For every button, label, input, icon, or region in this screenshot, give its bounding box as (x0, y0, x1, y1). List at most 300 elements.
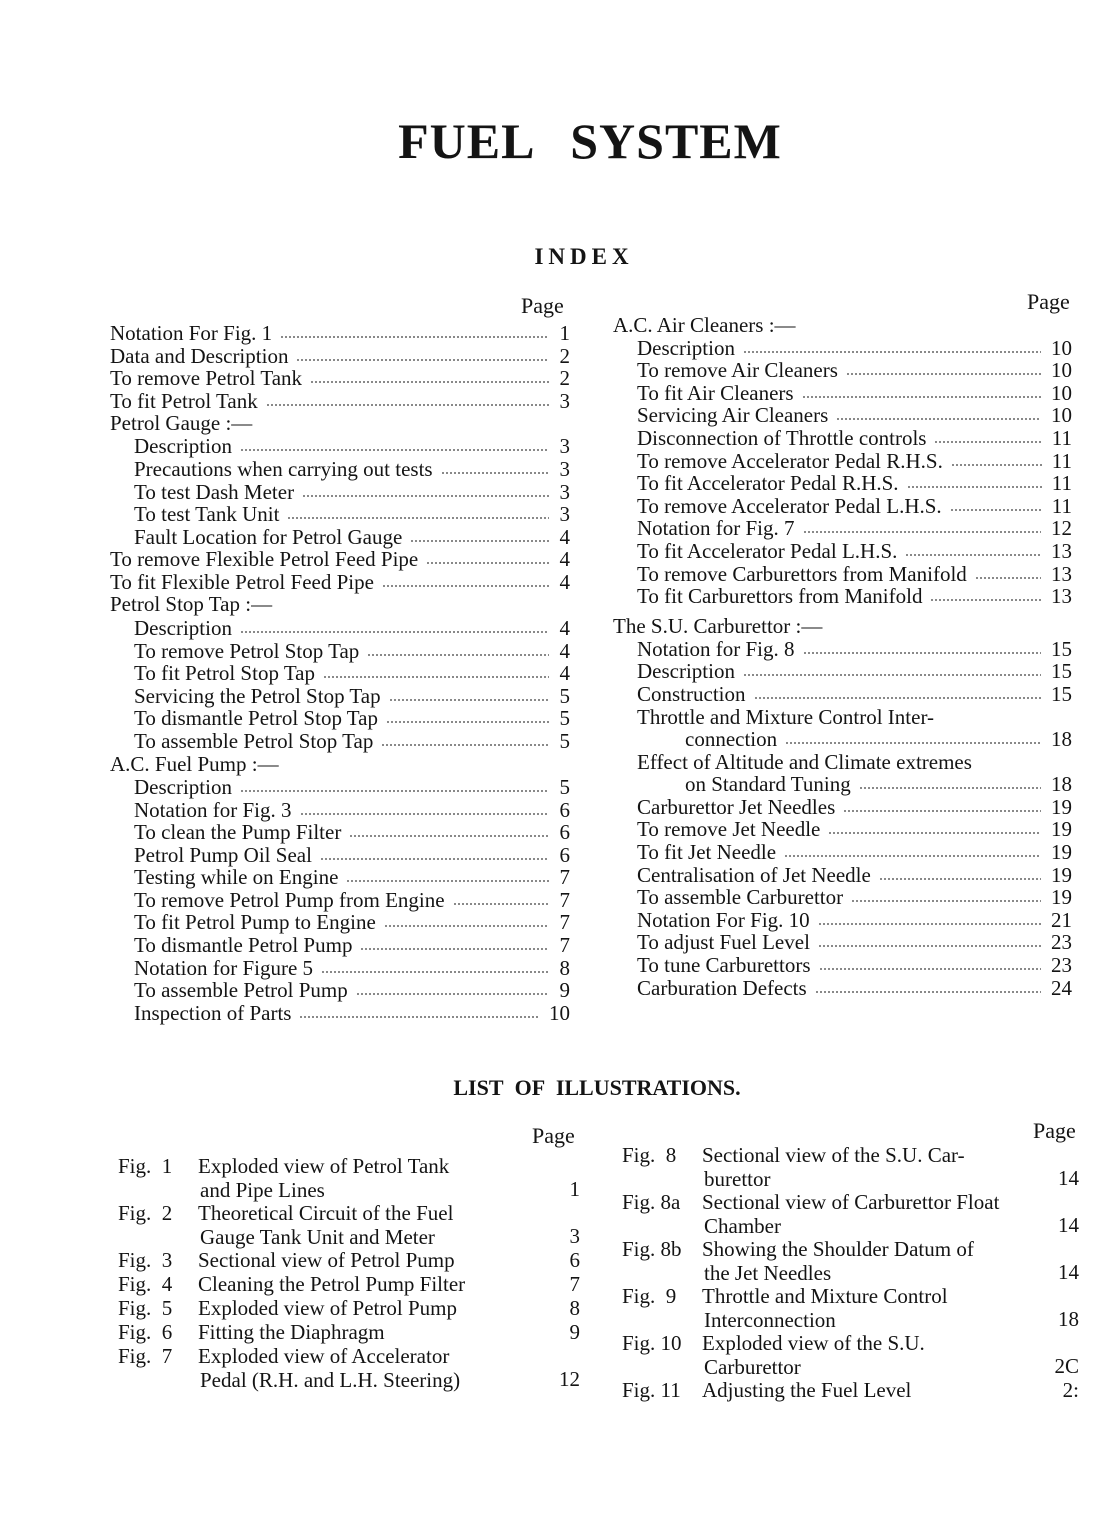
index-entry (110, 889, 570, 912)
index-entry (110, 1002, 570, 1025)
index-entry-label: To test Tank Unit (134, 502, 280, 527)
leader-dots (743, 673, 1041, 677)
index-entry-label: Description (134, 615, 232, 640)
index-entry-page: 3 (559, 388, 570, 413)
index-entry-label: Throttle and Mixture Control Inter- (637, 704, 935, 729)
figure-page: 2: (1062, 1378, 1079, 1402)
figure-number: Fig. 6 (118, 1320, 173, 1344)
index-entry-label: Carburation Defects (637, 975, 807, 1000)
index-entry-label: Centralisation of Jet Needle (637, 862, 871, 887)
index-entry (613, 909, 1072, 932)
figure-number: Fig. 7 (118, 1344, 173, 1368)
index-entry-page: 11 (1051, 425, 1072, 450)
index-entry-page: 3 (559, 502, 570, 527)
leader-dots (384, 924, 549, 928)
index-entry-page: 3 (559, 456, 570, 481)
index-entry (613, 404, 1072, 427)
leader-dots (784, 854, 1041, 858)
index-entry (110, 322, 570, 345)
index-entry-page: 10 (549, 1000, 570, 1025)
index-entry-label: To remove Petrol Pump from Engine (134, 887, 445, 912)
index-entry-page: 15 (1051, 659, 1072, 684)
index-entry-page: 23 (1051, 953, 1072, 978)
index-entry-label: Effect of Altitude and Climate extremes (637, 749, 972, 774)
leader-dots (851, 899, 1041, 903)
figure-page: 3 (569, 1224, 580, 1248)
index-entry-page: 5 (559, 774, 570, 799)
index-entry-page: 3 (559, 479, 570, 504)
index-entry (110, 821, 570, 844)
index-entry-label: To remove Accelerator Pedal L.H.S. (637, 493, 942, 518)
figure-caption: Throttle and Mixture Control (702, 1284, 948, 1308)
index-entry (110, 866, 570, 889)
index-entry-label: To test Dash Meter (134, 479, 295, 504)
figure-caption: Exploded view of the S.U. (702, 1331, 925, 1355)
illustrations-heading: LIST OF ILLUSTRATIONS. (453, 1075, 741, 1100)
index-entry (110, 662, 570, 685)
index-entry-page: 3 (559, 434, 570, 459)
illustration-entry (118, 1201, 580, 1248)
leader-dots (975, 576, 1041, 580)
leader-dots (802, 395, 1041, 399)
index-entry-label: Notation For Fig. 1 (110, 321, 273, 345)
index-entry (110, 481, 570, 504)
leader-dots (240, 630, 549, 634)
index-entry (613, 660, 1072, 683)
leader-dots (743, 350, 1041, 354)
figure-page: 2C (1054, 1354, 1079, 1378)
index-entry (613, 563, 1072, 586)
index-entry-page: 7 (559, 865, 570, 890)
index-entry-label: Notation for Fig. 7 (637, 516, 795, 541)
index-right-column (613, 314, 1072, 999)
leader-dots (389, 698, 549, 702)
index-entry-page: 18 (1051, 772, 1072, 797)
illustration-entry (622, 1284, 1079, 1331)
index-entry-label: Description (134, 774, 232, 799)
index-entry-label: To fit Accelerator Pedal L.H.S. (637, 538, 898, 563)
index-entry-label: Disconnection of Throttle controls (637, 425, 927, 450)
index-entry-label: Petrol Stop Tap :— (110, 591, 273, 616)
illustration-entry (622, 1143, 1079, 1190)
figure-number: Fig. 5 (118, 1296, 173, 1320)
index-entry-page: 11 (1051, 471, 1072, 496)
leader-dots (266, 403, 549, 407)
illustration-entry (118, 1272, 580, 1296)
figure-caption-continued: and Pipe Lines (200, 1178, 325, 1202)
index-entry (613, 337, 1072, 360)
index-entry-page: 4 (559, 569, 570, 594)
index-entry-page: 5 (559, 706, 570, 731)
index-entry-label: Notation For Fig. 10 (637, 907, 810, 932)
illustration-entry (118, 1296, 580, 1320)
index-right-page-label: Page (1027, 289, 1070, 314)
index-entry-page: 4 (559, 638, 570, 663)
index-entry (110, 685, 570, 708)
index-entry (613, 638, 1072, 661)
index-entry-label: To tune Carburettors (637, 953, 811, 978)
leader-dots (381, 743, 549, 747)
illus-left-page-label: Page (532, 1123, 575, 1148)
figure-caption-continued: Pedal (R.H. and L.H. Steering) (200, 1368, 461, 1392)
index-entry (613, 615, 1072, 638)
leader-dots (819, 967, 1041, 971)
index-entry-label: Notation for Fig. 3 (134, 797, 292, 822)
leader-dots (321, 970, 549, 974)
index-entry-page: 5 (559, 728, 570, 753)
illustration-entry (118, 1344, 580, 1391)
index-entry (613, 314, 1072, 337)
leader-dots (843, 809, 1041, 813)
leader-dots (426, 561, 549, 565)
leader-dots (382, 584, 549, 588)
index-entry-page: 13 (1051, 584, 1072, 609)
leader-dots (360, 947, 549, 951)
index-entry (110, 367, 570, 390)
illustration-entry (118, 1154, 580, 1201)
figure-page: 14 (1058, 1213, 1079, 1237)
figure-number: Fig. 4 (118, 1272, 173, 1296)
figure-caption: Exploded view of Accelerator (198, 1344, 450, 1368)
figure-caption-continued: burettor (704, 1167, 771, 1191)
figure-caption-continued: Gauge Tank Unit and Meter (200, 1225, 435, 1249)
index-entry (613, 931, 1072, 954)
leader-dots (441, 471, 549, 475)
leader-dots (299, 1015, 539, 1019)
index-entry (110, 730, 570, 753)
index-entry-label: Carburettor Jet Needles (637, 794, 836, 819)
leader-dots (818, 944, 1041, 948)
index-entry-page: 6 (559, 820, 570, 845)
figure-caption: Fitting the Diaphragm (198, 1320, 385, 1344)
index-entry-page: 10 (1051, 380, 1072, 405)
leader-dots (951, 463, 1042, 467)
index-entry-label: Fault Location for Petrol Gauge (134, 524, 403, 549)
index-entry-page: 8 (559, 955, 570, 980)
figure-page: 6 (569, 1248, 580, 1272)
index-entry-page: 15 (1051, 636, 1072, 661)
figure-caption-continued: the Jet Needles (704, 1261, 832, 1285)
index-entry-label: To clean the Pump Filter (134, 820, 342, 845)
index-entry-label: Description (637, 335, 735, 360)
index-entry-label: on Standard Tuning (685, 772, 851, 797)
index-entry (110, 640, 570, 663)
index-entry-page: 15 (1051, 681, 1072, 706)
leader-dots (803, 530, 1041, 534)
index-entry-label: To fit Petrol Pump to Engine (134, 910, 376, 935)
index-entry (613, 886, 1072, 909)
index-entry-label: Petrol Gauge :— (110, 411, 253, 436)
index-entry (613, 818, 1072, 841)
leader-dots (818, 922, 1041, 926)
index-entry-page: 9 (559, 978, 570, 1003)
index-entry (110, 753, 570, 776)
figure-number: Fig. 1 (118, 1154, 173, 1178)
index-entry (110, 503, 570, 526)
figure-caption-continued: Interconnection (704, 1308, 836, 1332)
index-entry-label: To fit Jet Needle (637, 840, 777, 865)
illustration-entry (622, 1331, 1079, 1378)
figure-caption: Sectional view of Carburettor Float (702, 1190, 1000, 1214)
index-entry-page: 4 (559, 524, 570, 549)
index-entry-page: 11 (1051, 448, 1072, 473)
index-entry (613, 495, 1072, 518)
illustrations-left-list (118, 1154, 580, 1391)
index-entry (110, 435, 570, 458)
leader-dots (287, 516, 549, 520)
index-entry-label: To adjust Fuel Level (637, 930, 810, 955)
index-entry-label: To remove Carburettors from Manifold (637, 561, 967, 586)
index-entry (613, 382, 1072, 405)
figure-caption: Sectional view of Petrol Pump (198, 1248, 455, 1272)
index-entry-label: To assemble Petrol Pump (134, 978, 348, 1003)
index-entry-page: 23 (1051, 930, 1072, 955)
figure-page: 7 (569, 1272, 580, 1296)
index-entry (613, 864, 1072, 887)
index-entry-label: Servicing Air Cleaners (637, 403, 829, 428)
leader-dots (905, 553, 1041, 557)
figure-number: Fig. 8a (622, 1190, 681, 1214)
leader-dots (785, 741, 1041, 745)
figure-caption: Cleaning the Petrol Pump Filter (198, 1272, 466, 1296)
index-entry-page: 19 (1051, 885, 1072, 910)
index-entry-label: To assemble Petrol Stop Tap (134, 728, 374, 753)
illustration-entry (622, 1190, 1079, 1237)
leader-dots (300, 812, 549, 816)
figure-page: 14 (1058, 1260, 1079, 1284)
index-left-page-label: Page (521, 293, 564, 318)
figure-caption: Exploded view of Petrol Tank (198, 1154, 450, 1178)
index-entry-label: Notation for Fig. 8 (637, 636, 795, 661)
index-entry-page: 11 (1051, 493, 1072, 518)
index-entry-page: 5 (559, 683, 570, 708)
index-entry-page: 7 (559, 910, 570, 935)
index-entry-label: Testing while on Engine (134, 865, 339, 890)
index-entry (110, 844, 570, 867)
leader-dots (950, 508, 1042, 512)
index-entry-label: To assemble Carburettor (637, 885, 844, 910)
index-entry (110, 345, 570, 368)
leader-dots (280, 335, 549, 339)
figure-caption: Showing the Shoulder Datum of (702, 1237, 974, 1261)
index-entry-label: Servicing the Petrol Stop Tap (134, 683, 381, 708)
leader-dots (310, 380, 549, 384)
index-entry (613, 359, 1072, 382)
index-entry (613, 773, 1072, 796)
index-entry-page: 4 (559, 547, 570, 572)
index-entry-label: Notation for Figure 5 (134, 955, 314, 980)
leader-dots (879, 877, 1041, 881)
index-entry-label: To remove Air Cleaners (637, 358, 838, 383)
index-entry (110, 707, 570, 730)
index-entry-page: 10 (1051, 358, 1072, 383)
index-entry-page: 7 (559, 933, 570, 958)
figure-page: 14 (1058, 1166, 1079, 1190)
index-entry-page: 18 (1051, 727, 1072, 752)
index-entry-label: To remove Jet Needle (637, 817, 821, 842)
leader-dots (367, 653, 549, 657)
index-entry (110, 979, 570, 1002)
index-entry (613, 450, 1072, 473)
index-entry-label: To dismantle Petrol Stop Tap (134, 706, 378, 731)
index-entry-label: To fit Petrol Stop Tap (134, 661, 316, 686)
index-entry (613, 954, 1072, 977)
index-entry-page: 4 (559, 615, 570, 640)
illustrations-right-list (622, 1143, 1079, 1402)
leader-dots (754, 696, 1041, 700)
index-entry-label: A.C. Fuel Pump :— (110, 751, 279, 776)
index-entry (613, 517, 1072, 540)
index-entry-page: 19 (1051, 840, 1072, 865)
index-entry-page: 19 (1051, 862, 1072, 887)
index-entry-page: 4 (559, 661, 570, 686)
index-entry (613, 540, 1072, 563)
index-entry (613, 472, 1072, 495)
leader-dots (346, 879, 549, 883)
leader-dots (410, 539, 549, 543)
figure-caption: Theoretical Circuit of the Fuel (198, 1201, 454, 1225)
index-left-column (110, 322, 570, 1024)
figure-number: Fig. 2 (118, 1201, 173, 1225)
index-entry (613, 841, 1072, 864)
index-entry-page: 10 (1051, 335, 1072, 360)
index-entry-label: Construction (637, 681, 746, 706)
figure-caption: Adjusting the Fuel Level (702, 1378, 912, 1402)
illustration-entry (622, 1378, 1079, 1402)
leader-dots (453, 902, 549, 906)
index-entry-label: To remove Petrol Stop Tap (134, 638, 360, 663)
index-entry-page: 6 (559, 797, 570, 822)
index-entry-label: To fit Accelerator Pedal R.H.S. (637, 471, 899, 496)
index-entry-label: To dismantle Petrol Pump (134, 933, 353, 958)
leader-dots (828, 831, 1041, 835)
leader-dots (930, 598, 1041, 602)
figure-page: 8 (569, 1296, 580, 1320)
illustration-entry (118, 1248, 580, 1272)
index-entry (613, 585, 1072, 615)
index-entry-label: To fit Flexible Petrol Feed Pipe (110, 569, 374, 594)
illus-right-page-label: Page (1033, 1118, 1076, 1143)
index-entry (110, 593, 570, 617)
index-entry-page: 2 (559, 343, 570, 368)
figure-number: Fig. 9 (622, 1284, 677, 1308)
figure-page: 18 (1058, 1307, 1079, 1331)
index-entry (110, 799, 570, 822)
index-entry-page: 12 (1051, 516, 1072, 541)
index-entry-page: 2 (559, 366, 570, 391)
index-entry (613, 683, 1072, 706)
index-entry-label: To fit Petrol Tank (110, 388, 258, 413)
index-entry (110, 548, 570, 571)
leader-dots (934, 440, 1042, 444)
figure-number: Fig. 3 (118, 1248, 173, 1272)
index-entry (613, 751, 1072, 774)
index-entry-page: 10 (1051, 403, 1072, 428)
figure-page: 1 (569, 1177, 580, 1201)
index-entry-page: 19 (1051, 817, 1072, 842)
index-entry-label: A.C. Air Cleaners :— (613, 313, 796, 337)
index-entry-label: To remove Flexible Petrol Feed Pipe (110, 547, 419, 572)
index-heading: INDEX (534, 244, 634, 269)
index-entry (613, 977, 1072, 1000)
index-entry-page: 19 (1051, 794, 1072, 819)
figure-caption: Exploded view of Petrol Pump (198, 1296, 457, 1320)
index-entry-label: To remove Accelerator Pedal R.H.S. (637, 448, 943, 473)
index-entry (110, 957, 570, 980)
leader-dots (803, 651, 1041, 655)
leader-dots (846, 372, 1041, 376)
index-entry-label: Description (134, 434, 232, 459)
leader-dots (907, 485, 1042, 489)
index-entry (110, 526, 570, 549)
index-entry-page: 1 (559, 321, 570, 345)
leader-dots (240, 789, 549, 793)
leader-dots (323, 675, 549, 679)
leader-dots (320, 857, 549, 861)
leader-dots (349, 834, 549, 838)
figure-page: 9 (569, 1320, 580, 1344)
figure-number: Fig. 11 (622, 1378, 681, 1402)
index-entry-label: Petrol Pump Oil Seal (134, 842, 312, 867)
index-entry-page: 13 (1051, 538, 1072, 563)
index-entry-page: 6 (559, 842, 570, 867)
illustration-entry (118, 1320, 580, 1344)
index-entry-label: Precautions when carrying out tests (134, 456, 433, 481)
index-entry-label: Description (637, 659, 735, 684)
figure-number: Fig. 10 (622, 1331, 682, 1355)
index-entry (613, 728, 1072, 751)
index-entry (613, 706, 1072, 729)
figure-number: Fig. 8b (622, 1237, 682, 1261)
figure-caption-continued: Chamber (704, 1214, 781, 1238)
index-entry (110, 412, 570, 435)
index-entry-label: The S.U. Carburettor :— (613, 614, 823, 639)
leader-dots (386, 720, 549, 724)
index-entry-label: Data and Description (110, 343, 289, 368)
figure-caption-continued: Carburettor (704, 1355, 801, 1379)
index-entry (110, 934, 570, 957)
figure-page: 12 (559, 1367, 580, 1391)
index-entry (110, 911, 570, 934)
index-entry (110, 571, 570, 593)
index-entry-page: 7 (559, 887, 570, 912)
leader-dots (836, 417, 1041, 421)
index-entry (110, 390, 570, 413)
index-entry (110, 776, 570, 799)
index-entry (613, 796, 1072, 819)
figure-caption: Sectional view of the S.U. Car- (702, 1143, 965, 1167)
page-title: FUEL SYSTEM (398, 113, 782, 169)
index-entry-label: To remove Petrol Tank (110, 366, 303, 391)
illustration-entry (622, 1237, 1079, 1284)
index-entry-label: Inspection of Parts (134, 1000, 292, 1025)
figure-number: Fig. 8 (622, 1143, 677, 1167)
leader-dots (815, 990, 1041, 994)
leader-dots (240, 448, 549, 452)
index-entry-label: connection (685, 727, 778, 752)
index-entry (613, 427, 1072, 450)
index-entry (110, 617, 570, 640)
leader-dots (356, 992, 549, 996)
index-entry-label: To fit Carburettors from Manifold (637, 584, 923, 609)
index-entry-page: 24 (1051, 975, 1072, 1000)
leader-dots (296, 358, 549, 362)
index-entry-page: 13 (1051, 561, 1072, 586)
leader-dots (302, 494, 549, 498)
index-entry-page: 21 (1051, 907, 1072, 932)
leader-dots (859, 786, 1041, 790)
index-entry (110, 458, 570, 481)
